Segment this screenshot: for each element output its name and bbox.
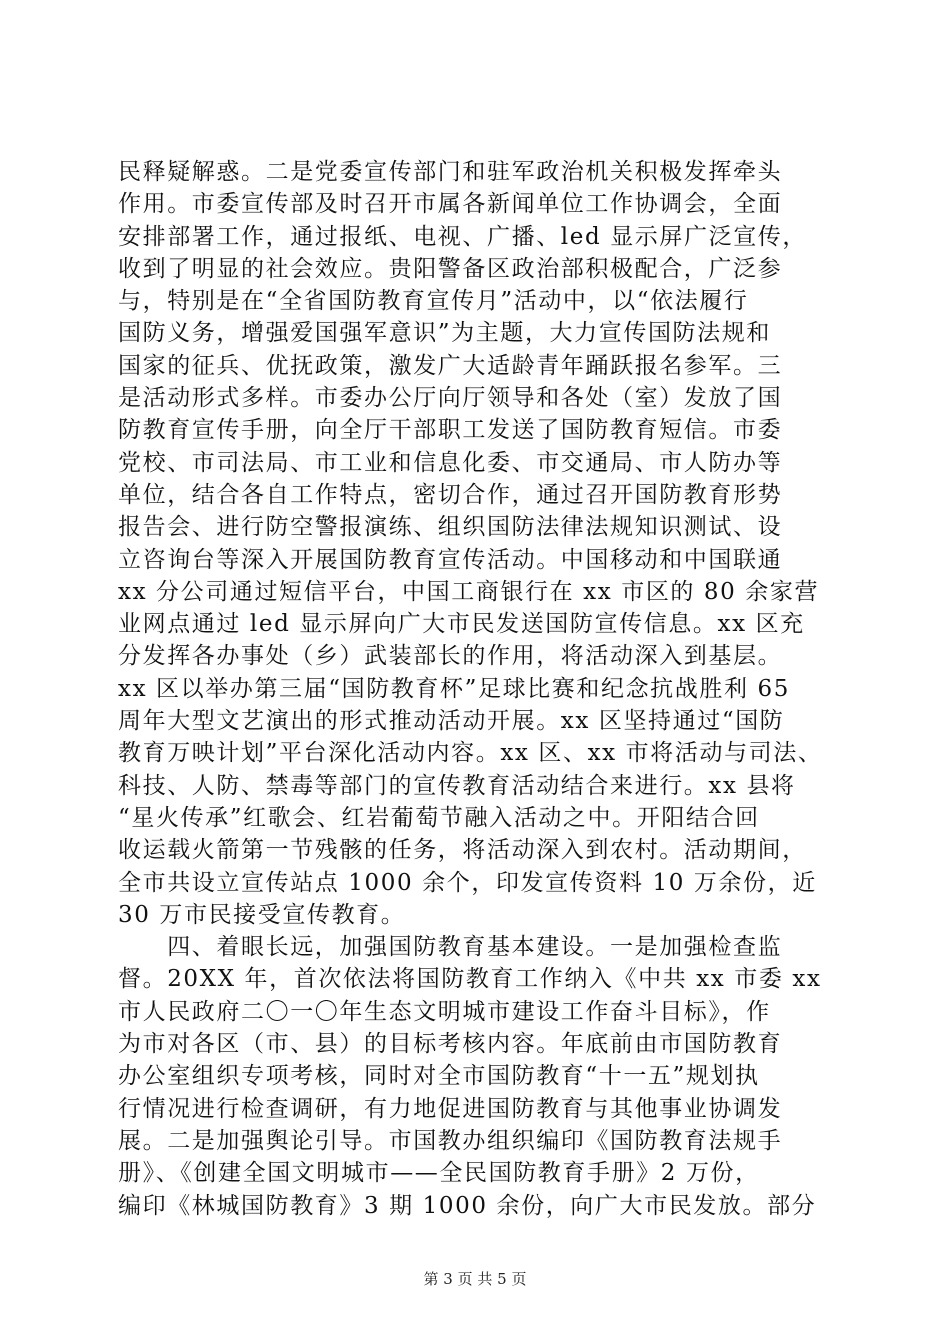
text-line: 与，特别是在“全省国防教育宣传月”活动中，以“依法履行 — [118, 288, 749, 315]
text-line: 安排部署工作，通过报纸、电视、广播、led 显示屏广泛宣传， — [118, 223, 808, 250]
text-line: 行情况进行检查调研，有力地促进国防教育与其他事业协调发 — [118, 1095, 783, 1122]
text-line: 督。20XX 年，首次依法将国防教育工作纳入《中共 xx 市委 xx — [118, 966, 822, 993]
text-line: 市人民政府二〇一〇年生态文明城市建设工作奋斗目标》，作 — [118, 998, 771, 1025]
text-line: 业网点通过 led 显示屏向广大市民发送国防宣传信息。xx 区充 — [118, 611, 805, 638]
text-line: 国家的征兵、优抚政策，激发广大适龄青年踊跃报名参军。三 — [118, 352, 783, 379]
text-line: xx 区以举办第三届“国防教育杯”足球比赛和纪念抗战胜利 65 — [118, 675, 790, 702]
text-line: 四、着眼长远，加强国防教育基本建设。一是加强检查监 — [118, 934, 783, 961]
text-line: 收运载火箭第一节残骸的任务，将活动深入到农村。活动期间， — [118, 837, 807, 864]
text-line: 办公室组织专项考核，同时对全市国防教育“十一五”规划执 — [118, 1063, 760, 1090]
text-line: 民释疑解惑。二是党委宣传部门和驻军政治机关积极发挥牵头 — [118, 159, 783, 185]
text-line: 国防义务，增强爱国强军意识”为主题，大力宣传国防法规和 — [118, 320, 771, 347]
text-line: 报告会、进行防空警报演练、组织国防法律法规知识测试、设 — [118, 514, 783, 541]
body-text — [118, 156, 834, 1222]
text-line: “星火传承”红歌会、红岩葡萄节融入活动之中。开阳结合回 — [118, 804, 760, 831]
text-line: 册》、《创建全国文明城市——全民国防教育手册》2 万份， — [118, 1160, 760, 1187]
text-line: xx 分公司通过短信平台，中国工商银行在 xx 市区的 80 余家营 — [118, 578, 820, 605]
text-line: 是活动形式多样。市委办公厅向厅领导和各处（室）发放了国 — [118, 385, 783, 412]
text-line: 科技、人防、禁毒等部门的宣传教育活动结合来进行。xx 县将 — [118, 772, 796, 799]
text-line: 党校、市司法局、市工业和信息化委、市交通局、市人防办等 — [118, 449, 783, 476]
text-line: 单位，结合各自工作特点，密切合作，通过召开国防教育形势 — [118, 481, 783, 508]
text-line: 作用。市委宣传部及时召开市属各新闻单位工作协调会，全面 — [118, 191, 783, 218]
text-line: 立咨询台等深入开展国防教育宣传活动。中国移动和中国联通 — [118, 546, 783, 573]
text-line: 编印《林城国防教育》3 期 1000 余份，向广大市民发放。部分 — [118, 1192, 817, 1219]
text-line: 周年大型文艺演出的形式推动活动开展。xx 区坚持通过“国防 — [118, 708, 785, 735]
text-line: 收到了明显的社会效应。贵阳警备区政治部积极配合，广泛参 — [118, 255, 783, 282]
text-line: 全市共设立宣传站点 1000 余个，印发宣传资料 10 万余份，近 — [118, 869, 817, 896]
text-line: 30 万市民接受宣传教育。 — [118, 901, 406, 928]
text-line: 教育万映计划”平台深化活动内容。xx 区、xx 市将活动与司法、 — [118, 740, 823, 767]
page-footer: 第 3 页 共 5 页 — [423, 1270, 527, 1288]
text-line: 分发挥各办事处（乡）武装部长的作用，将活动深入到基层。 — [118, 643, 783, 670]
text-line: 防教育宣传手册，向全厅干部职工发送了国防教育短信。市委 — [118, 417, 783, 444]
text-line: 为市对各区（市、县）的目标考核内容。年底前由市国防教育 — [118, 1031, 783, 1058]
text-line: 展。二是加强舆论引导。市国教办组织编印《国防教育法规手 — [118, 1127, 783, 1154]
